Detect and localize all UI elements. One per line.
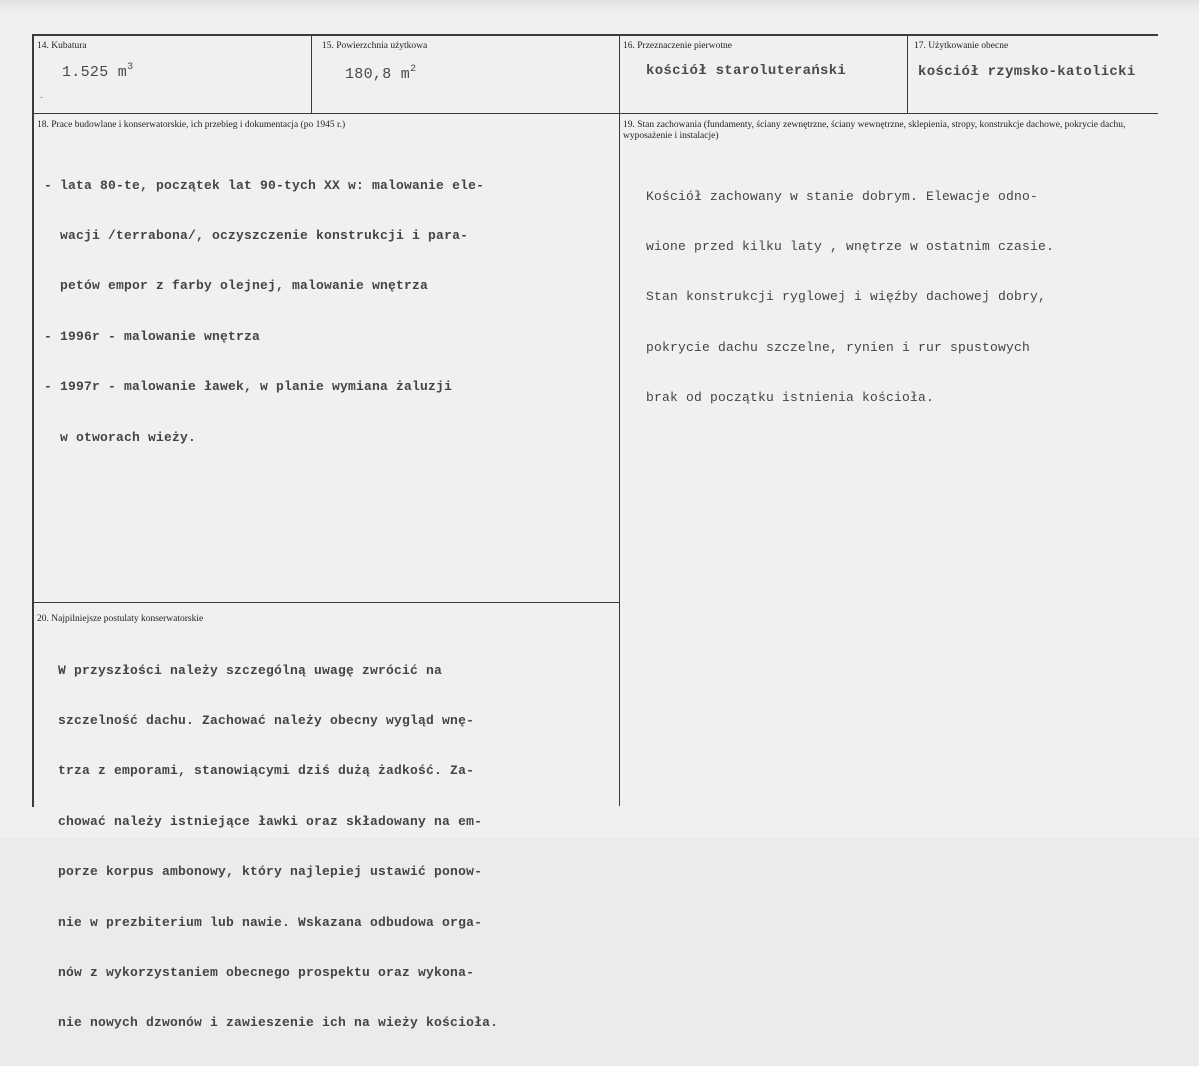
grid-row1-bottom	[32, 113, 1158, 114]
field-18-line: - 1996r - malowanie wnętrza	[44, 328, 261, 344]
field-15-unit-exponent: 2	[410, 64, 417, 75]
grid-divider-14-15	[311, 34, 312, 114]
field-20-line: chować należy istniejące ławki oraz składowany na em-	[58, 813, 483, 829]
field-19-label: 19. Stan zachowania (fundamenty, ściany zewnętrzne, ściany wewnętrzne, sklepienia, stropy, konstrukcje dachowe, pokrycie dachu, wyposażenie i instalacje)	[623, 120, 1126, 141]
field-20-line: nie nowych dzwonów i zawieszenie ich na wieży kościoła.	[58, 1015, 499, 1031]
grid-divider-18-20	[32, 602, 620, 603]
field-18-line: w otworach wieży.	[44, 429, 197, 445]
field-20-label: 20. Najpilniejsze postulaty konserwatorskie	[37, 614, 204, 624]
field-17-label: 17. Użytkowanie obecne	[914, 41, 1009, 51]
field-15-label: 15. Powierzchnia użytkowa	[322, 41, 428, 51]
field-14-unit-exponent: 3	[127, 62, 134, 73]
field-19-line: Kościół zachowany w stanie dobrym. Elewacje odno-	[646, 188, 1039, 204]
grid-divider-15-16	[619, 34, 620, 114]
field-19-line: Stan konstrukcji ryglowej i więźby dachowej dobry,	[646, 289, 1047, 305]
field-18-label: 18. Prace budowlane i konserwatorskie, ich przebieg i dokumentacja (po 1945 r.)	[37, 120, 346, 130]
field-15-number: 180,8 m	[345, 66, 411, 83]
field-16-label: 16. Przeznaczenie pierwotne	[623, 41, 732, 51]
field-19-line: brak od początku istnienia kościoła.	[646, 390, 935, 406]
grid-center-vertical	[619, 113, 620, 806]
field-17-value: kościół rzymsko-katolicki	[918, 64, 1136, 80]
field-20-line: porze korpus ambonowy, który najlepiej ustawić ponow-	[58, 864, 483, 880]
field-16-value: kościół staroluterański	[646, 63, 847, 79]
card-edge	[0, 0, 1199, 12]
field-20-line: nów z wykorzystaniem obecnego prospektu oraz wykona-	[58, 964, 475, 980]
field-18-line: - 1997r - malowanie ławek, w planie wymiana żaluzji	[44, 379, 453, 395]
field-18-line: wacji /terrabona/, oczyszczenie konstrukcji i para-	[44, 227, 469, 243]
field-14-label: 14. Kubatura	[37, 41, 87, 51]
grid-left-border	[32, 34, 34, 807]
field-19-text	[646, 155, 1054, 441]
field-19-line: pokrycie dachu szczelne, rynien i rur spustowych	[646, 339, 1031, 355]
grid-divider-16-17	[907, 34, 908, 114]
grid-top-border	[32, 34, 1158, 36]
field-18-line: petów empor z farby olejnej, malowanie wnętrza	[44, 278, 429, 294]
field-20-line: szczelność dachu. Zachować należy obecny wygląd wnę-	[58, 712, 475, 728]
field-19-line: wione przed kilku laty , wnętrze w ostatnim czasie.	[646, 238, 1055, 254]
field-15-value	[345, 64, 416, 83]
field-20-line: W przyszłości należy szczególną uwagę zwrócić na	[58, 662, 443, 678]
field-14-value	[62, 62, 133, 81]
field-20-line: trza z emporami, stanowiącymi dziś dużą żadkość. Za-	[58, 763, 475, 779]
field-20-line: nie w prezbiterium lub nawie. Wskazana odbudowa orga-	[58, 914, 483, 930]
field-20-text	[58, 629, 498, 1066]
field-14-mark: -	[40, 92, 43, 102]
field-14-number: 1.525 m	[62, 64, 128, 81]
field-18-text	[44, 144, 484, 480]
field-18-line: - lata 80-te, początek lat 90-tych XX w: malowanie ele-	[44, 177, 485, 193]
